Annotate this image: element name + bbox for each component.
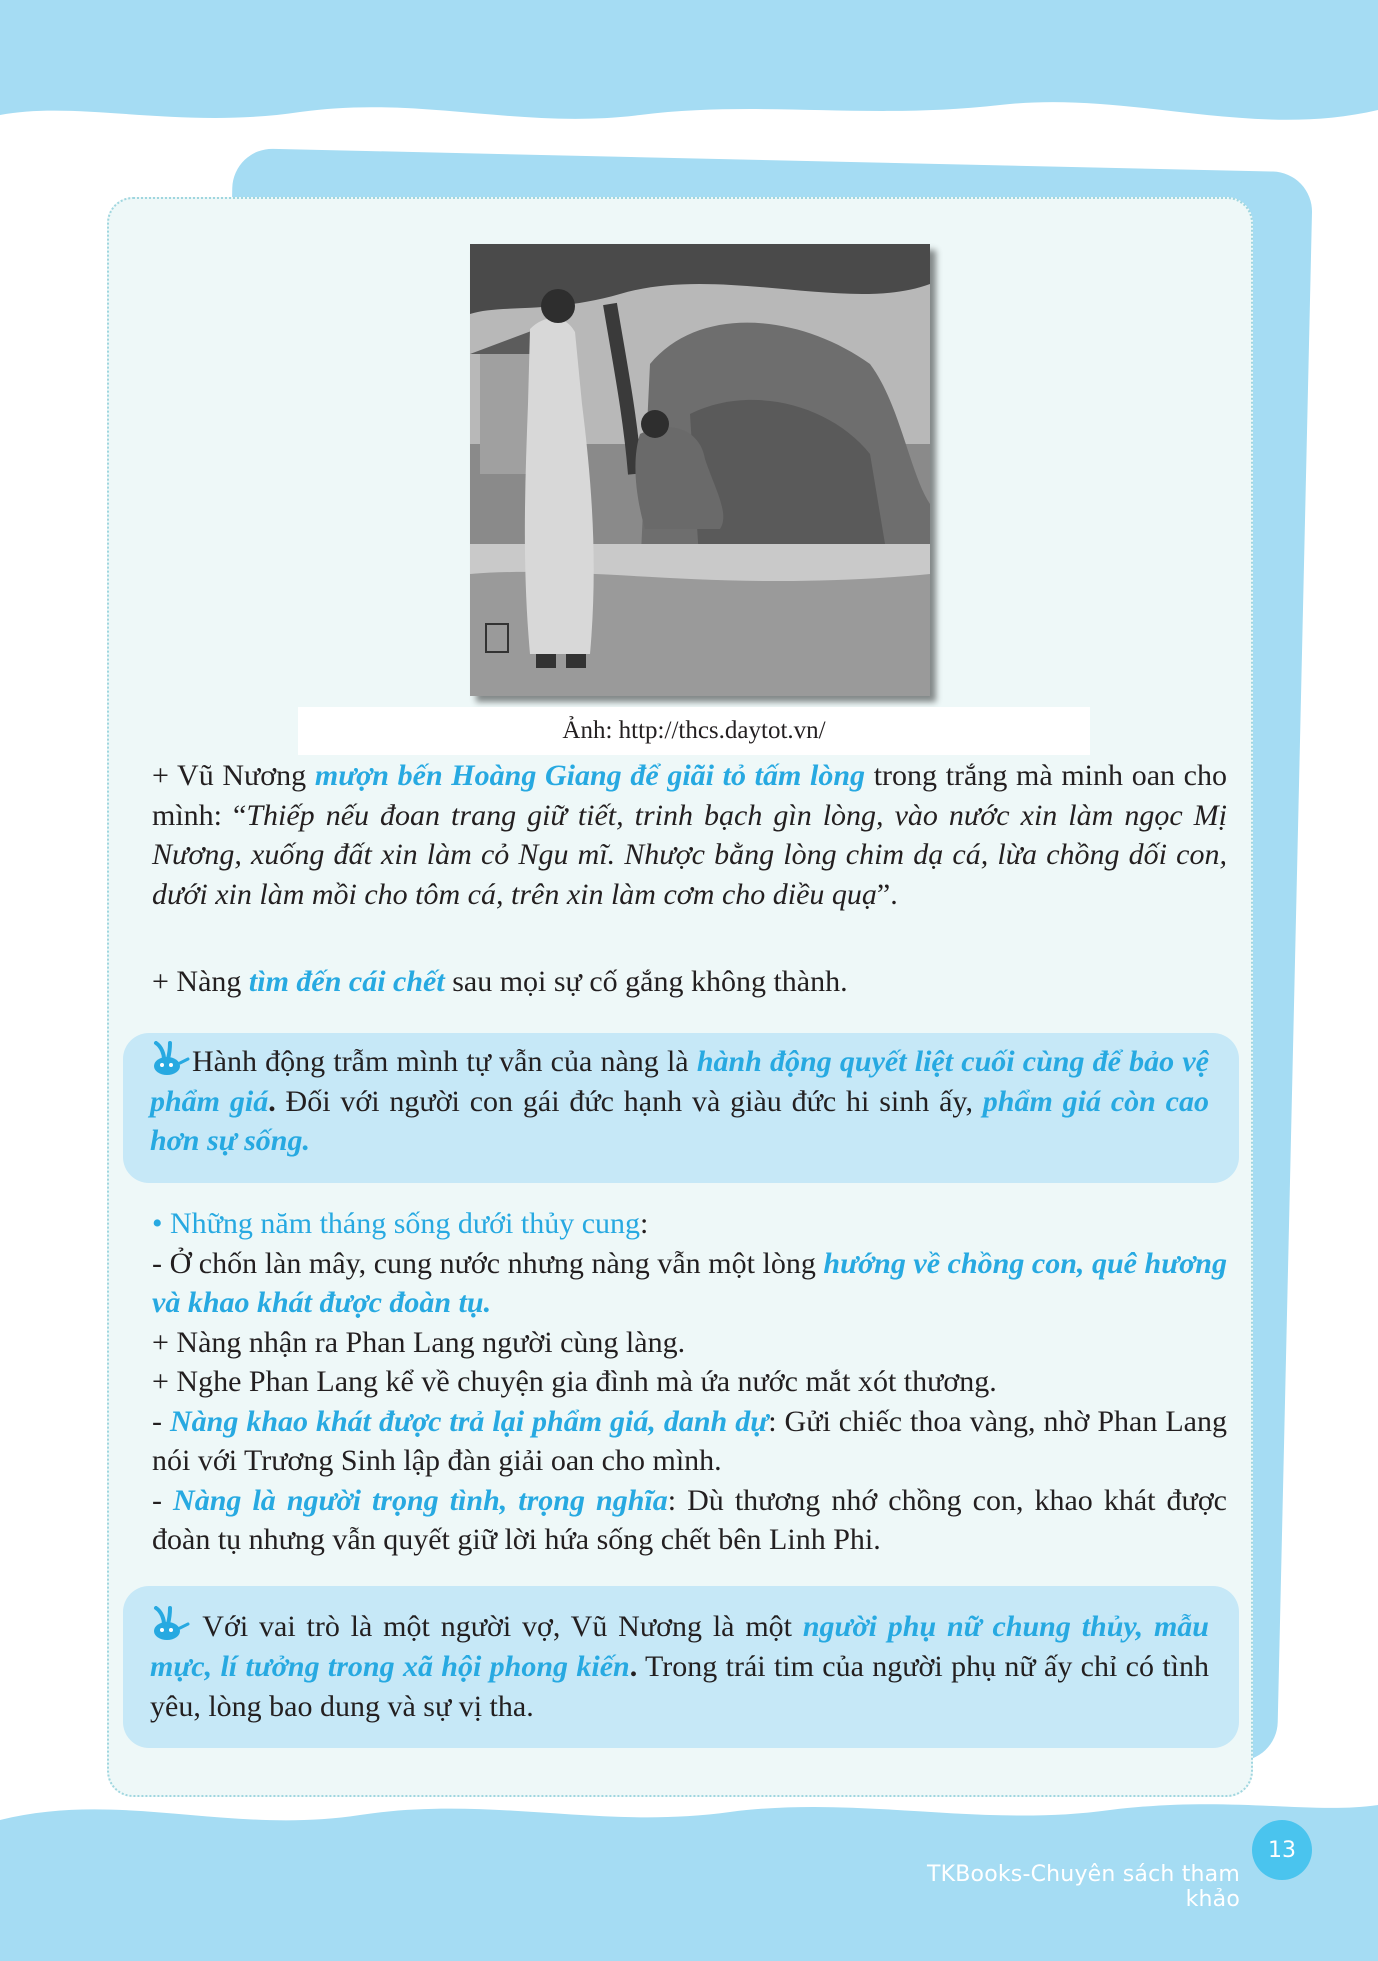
note1-highlight2: phẩm giá còn cao hơn sự sống. xyxy=(150,1084,1209,1157)
para2-prefix: + Nàng xyxy=(152,965,249,998)
section-heading: • Những năm tháng sống dưới thủy cung xyxy=(152,1207,641,1240)
para2-suffix: sau mọi sự cố gắng không thành. xyxy=(444,965,848,998)
note-box-virtue xyxy=(123,1586,1239,1748)
section-line-5 xyxy=(152,1481,1227,1560)
story-illustration xyxy=(470,244,930,696)
top-wave-decoration xyxy=(0,0,1378,150)
line4-suffix: : Gửi chiếc thoa vàng, nhờ Phan Lang nói với Trương Sinh lập đàn giải oan cho mình. xyxy=(152,1404,1227,1477)
para1-highlight: mượn bến Hoàng Giang để giãi tỏ tấm lòng xyxy=(314,759,866,792)
line5-highlight: Nàng là người trọng tình, trọng nghĩa xyxy=(173,1483,668,1517)
note1-text3: Đối với người con gái đức hạnh và giàu đức hi sinh ấy, xyxy=(275,1084,983,1118)
note1-text xyxy=(150,1041,1209,1161)
section-line-1 xyxy=(152,1244,1227,1323)
line1-highlight: hướng về chồng con, quê hương và khao khát được đoàn tụ. xyxy=(152,1246,1227,1319)
footer-brand: TKBooks-Chuyên sách tham khảo xyxy=(926,1862,1240,1912)
para2-highlight: tìm đến cái chết xyxy=(248,965,445,998)
line5-prefix: - xyxy=(152,1483,174,1517)
line4-prefix: - xyxy=(152,1404,170,1438)
note1-text1: Hành động trẫm mình tự vẫn của nàng là xyxy=(192,1045,697,1078)
image-caption: Ảnh: http://thcs.daytot.vn/ xyxy=(298,707,1090,755)
note-box-dignity xyxy=(123,1033,1239,1183)
paragraph-clear-name xyxy=(152,756,1227,914)
note1-text2: . xyxy=(268,1084,276,1118)
para1-middle: trong trắng mà minh oan cho mình: “ xyxy=(152,759,1227,832)
section-line-4 xyxy=(152,1402,1227,1481)
para1-prefix: + Vũ Nương xyxy=(152,759,315,792)
note2-text3: Trong trái tim của người phụ nữ ấy chỉ có tình yêu, lòng bao dung và sự vị tha. xyxy=(150,1650,1209,1723)
line5-suffix: : Dù thương nhớ chồng con, khao khát được đoàn tụ nhưng vẫn quyết giữ lời hứa sống chết bên Linh Phi. xyxy=(152,1483,1227,1556)
line1-prefix: - Ở chốn làn mây, cung nước nhưng nàng vẫn một lòng xyxy=(152,1246,824,1280)
section-heading-line xyxy=(152,1204,1227,1244)
para1-quote: Thiếp nếu đoan trang giữ tiết, trinh bạch gìn lòng, vào nước xin làm ngọc Mị Nương, xuống đất xin làm cỏ Ngu mĩ. Nhược bằng lòng chim dạ cá, lừa chồng dối con, dưới xin làm mồi cho tôm cá, trên xin làm cơm cho diều quạ xyxy=(152,798,1227,911)
section-line-3: + Nghe Phan Lang kể về chuyện gia đình mà ứa nước mắt xót thương. xyxy=(152,1365,997,1398)
bunny-icon xyxy=(150,1606,190,1642)
page-number: 13 xyxy=(1252,1820,1312,1880)
section-underwater xyxy=(152,1204,1227,1560)
section-line-2: + Nàng nhận ra Phan Lang người cùng làng. xyxy=(152,1325,686,1359)
para1-suffix: ”. xyxy=(876,877,898,911)
note1-highlight1: hành động quyết liệt cuối cùng để bảo vệ phẩm giá xyxy=(150,1045,1209,1118)
note2-highlight: người phụ nữ chung thủy, mẫu mực, lí tưởng trong xã hội phong kiến xyxy=(150,1610,1209,1683)
note2-text1: Với vai trò là một người vợ, Vũ Nương là một xyxy=(192,1610,803,1643)
bunny-icon xyxy=(150,1041,190,1077)
paragraph-death xyxy=(152,962,1227,1002)
line4-highlight: Nàng khao khát được trả lại phẩm giá, danh dự xyxy=(169,1404,769,1438)
note2-text2: . xyxy=(629,1650,638,1683)
note2-text xyxy=(150,1606,1209,1727)
section-heading-colon: : xyxy=(640,1207,649,1240)
illustration-drawing xyxy=(470,244,930,696)
